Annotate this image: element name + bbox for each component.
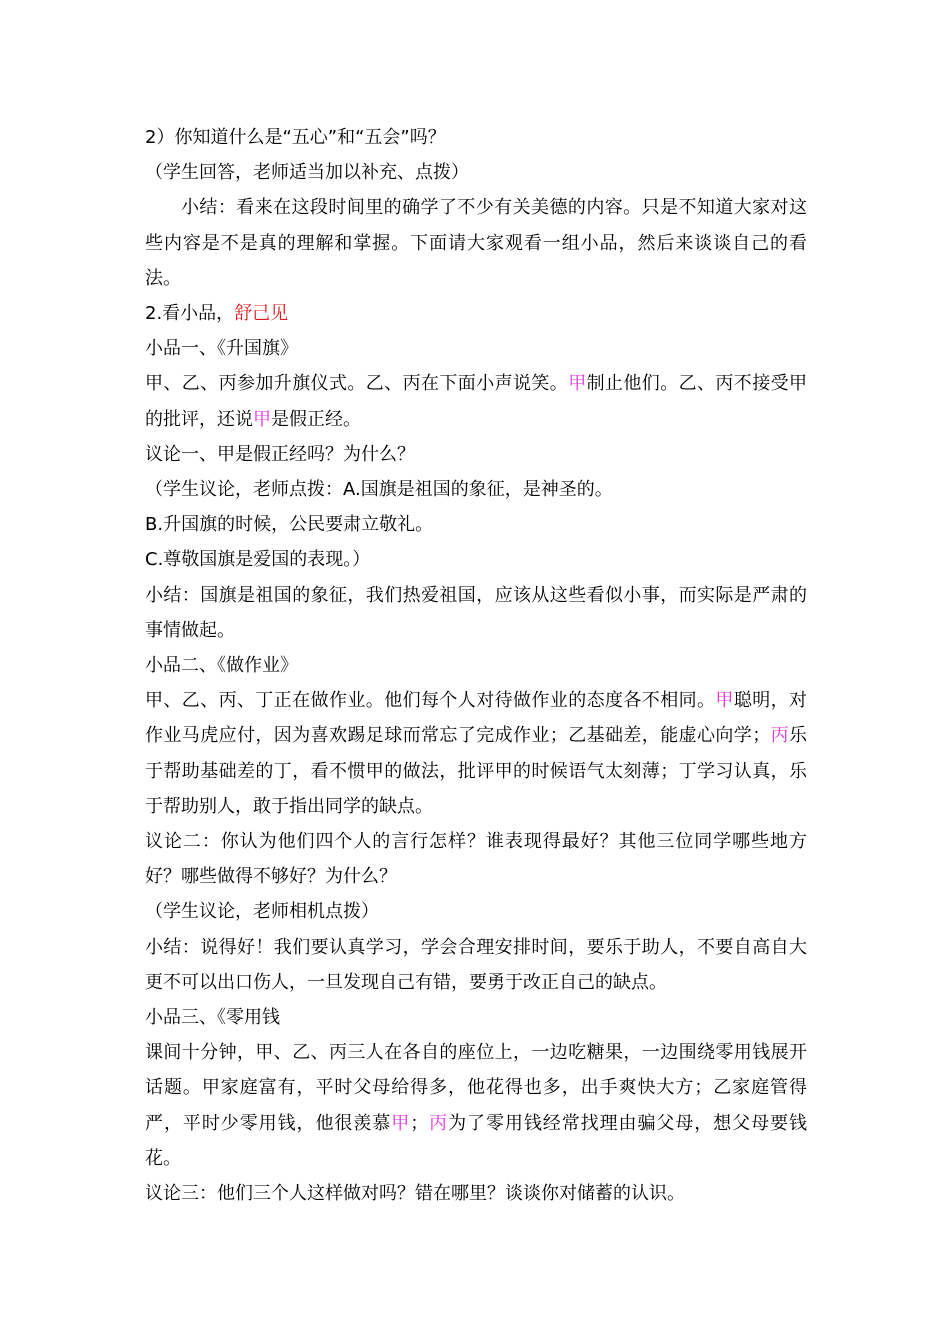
skit-3-title: 小品三、《零用钱: [145, 1007, 280, 1029]
document-page: [145, 120, 807, 1211]
section-2-heading: [145, 296, 807, 331]
skit-1-body-part: 是假正经。: [271, 408, 361, 430]
skit-2-title: 小品二、《做作业》: [145, 655, 298, 677]
skit-1-body: [145, 366, 807, 436]
skit-3-body-part: ；: [410, 1112, 429, 1134]
skit-3-body-highlight: 甲: [391, 1112, 411, 1134]
skit-2-note: （学生议论，老师相机点拨）: [145, 901, 379, 923]
skit-2-body-part: 聪明，对作业马虎应付，因为喜欢踢足球而常忘了完成作业；乙基础差，能虚心向学；: [145, 690, 808, 747]
skit-3-body-part: 课间十分钟，甲、乙、丙三人在各自的座位上，一边吃糖果，一边围绕零用钱展开话题。甲家庭富有，平时父母给得多，他花得也多，出手爽快大方；乙家庭管得严，平时少零用钱，他很羡慕: [145, 1042, 807, 1134]
teacher-note-1: （学生回答，老师适当加以补充、点拨）: [145, 162, 469, 184]
skit-2-discussion: 议论二：你认为他们四个人的言行怎样？谁表现得最好？其他三位同学哪些地方好？哪些做得不够好？为什么？: [145, 831, 807, 888]
skit-1-title: 小品一、《升国旗》: [145, 338, 298, 360]
skit-3-body-part: 为了零用钱经常找理由骗父母，想父母要钱花。: [145, 1112, 808, 1169]
skit-1-discussion: 议论一、甲是假正经吗？为什么？: [145, 443, 415, 465]
skit-3-body: [145, 1035, 807, 1176]
skit-3-discussion: 议论三：他们三个人这样做对吗？错在哪里？谈谈你对储蓄的认识。: [145, 1183, 685, 1205]
section-2-prefix: 2.看小品，: [145, 303, 235, 325]
skit-3-body-highlight: 丙: [428, 1112, 449, 1134]
skit-1-body-part: 甲、乙、丙参加升旗仪式。乙、丙在下面小声说笑。: [145, 373, 569, 395]
skit-1-note-b: B.升国旗的时候，公民要肃立敬礼。: [145, 514, 434, 536]
skit-2-body: [145, 683, 807, 824]
skit-1-summary: 小结：国旗是祖国的象征，我们热爱祖国，应该从这些看似小事，而实际是严肃的事情做起。: [145, 584, 807, 641]
skit-2-summary: 小结：说得好！我们要认真学习，学会合理安排时间，要乐于助人，不要自高自大更不可以出口伤人，一旦发现自己有错，要勇于改正自己的缺点。: [145, 936, 807, 993]
skit-1-body-part: 制止他们。乙、丙不接受甲的批评，还说: [145, 373, 808, 430]
skit-1-note-a: （学生议论，老师点拨：A.国旗是祖国的象征，是神圣的。: [145, 479, 613, 501]
question-2: 2）你知道什么是“五心”和“五会”吗？: [145, 127, 446, 148]
skit-2-body-highlight: 丙: [770, 725, 790, 747]
skit-2-body-part: 乐于帮助基础差的丁，看不惯甲的做法，批评甲的时候语气太刻薄；丁学习认真，乐于帮助别人，敢于指出同学的缺点。: [145, 725, 808, 817]
skit-1-body-highlight: 甲: [253, 408, 271, 430]
skit-1-note-c: C.尊敬国旗是爱国的表现。）: [145, 549, 371, 571]
skit-1-body-highlight: 甲: [568, 373, 587, 395]
skit-2-body-part: 甲、乙、丙、丁正在做作业。他们每个人对待做作业的态度各不相同。: [145, 690, 716, 712]
section-2-highlight: 舒己见: [234, 303, 289, 325]
summary-1: 小结：看来在这段时间里的确学了不少有关美德的内容。只是不知道大家对这些内容是不是真的理解和掌握。下面请大家观看一组小品，然后来谈谈自己的看法。: [145, 197, 807, 289]
skit-2-body-highlight: 甲: [715, 690, 734, 712]
